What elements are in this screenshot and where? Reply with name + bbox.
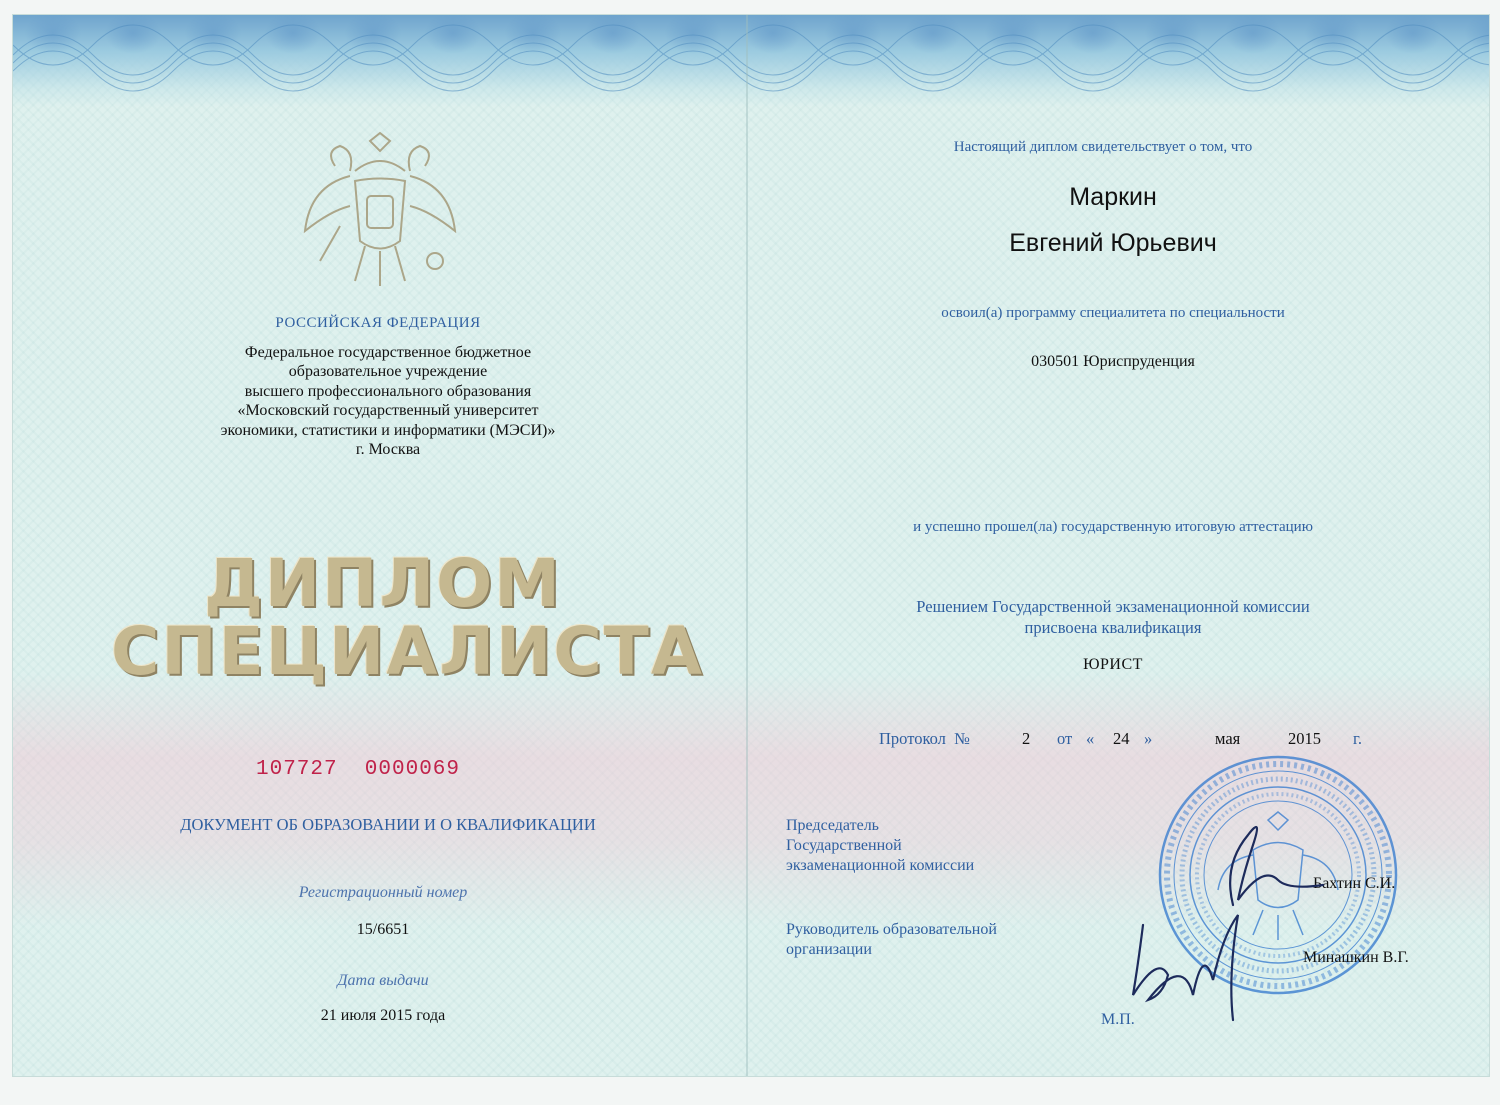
rector-title	[786, 920, 1086, 960]
registration-number: 15/6651	[356, 921, 410, 938]
commission-decision	[833, 596, 1393, 638]
certifies-text: Настоящий диплом свидетельствует о том, что	[953, 139, 1253, 155]
attestation-text: и успешно прошел(ла) государственную итоговую аттестацию	[913, 519, 1313, 535]
chairman-title-line: Председатель	[786, 817, 879, 834]
decision-line: Решением Государственной экзаменационной комиссии	[916, 597, 1310, 616]
rector-signature	[1113, 895, 1273, 1025]
institution-block	[153, 343, 623, 459]
registration-label: Регистрационный номер	[298, 884, 468, 901]
protocol-month: мая	[1215, 729, 1241, 748]
rector-title-line: организации	[786, 941, 872, 958]
decision-line: присвоена квалификация	[1024, 618, 1202, 637]
stamp-place-mark: М.П.	[1101, 1011, 1135, 1028]
diploma-document	[12, 14, 1490, 1077]
rector-name: Минашкин В.Г.	[1303, 949, 1409, 966]
chairman-title-line: экзаменационной комиссии	[786, 857, 975, 874]
protocol-label: Протокол №	[879, 729, 970, 748]
rector-title-line: Руководитель образовательной	[786, 921, 997, 938]
qualification: ЮРИСТ	[1083, 656, 1143, 673]
year-suffix: г.	[1353, 729, 1363, 748]
graduate-given-names: Евгений Юрьевич	[1009, 229, 1217, 257]
document-type: ДОКУМЕНТ ОБ ОБРАЗОВАНИИ И О КВАЛИФИКАЦИИ	[180, 815, 596, 834]
quote-close: »	[1144, 729, 1153, 748]
protocol-number: 2	[1022, 729, 1031, 748]
double-headed-eagle-emblem	[295, 131, 465, 291]
diploma-subtitle: СПЕЦИАЛИСТА	[111, 613, 704, 690]
protocol-year: 2015	[1288, 729, 1321, 748]
institution-line: высшего профессионального образования	[244, 382, 532, 400]
protocol-day: 24	[1113, 729, 1130, 748]
page-fold	[746, 15, 748, 1076]
program-text: освоил(а) программу специалитета по специальности	[941, 305, 1285, 321]
institution-city: г. Москва	[355, 441, 421, 459]
ornamental-border	[13, 15, 1489, 107]
institution-line: «Московский государственный университет	[237, 402, 539, 420]
chairman-title	[786, 816, 1086, 876]
specialty: 030501 Юриспруденция	[1031, 353, 1195, 370]
diploma-title: ДИПЛОМ	[204, 545, 562, 622]
guilloche-pattern	[13, 15, 1489, 107]
institution-line: образовательное учреждение	[288, 363, 488, 381]
graduate-surname: Маркин	[1069, 183, 1157, 211]
institution-line: экономики, статистики и информатики (МЭСИ)»	[220, 421, 556, 439]
institution-line: Федеральное государственное бюджетное	[244, 344, 532, 361]
chairman-name: Бахтин С.И.	[1313, 875, 1396, 892]
protocol-from: от	[1057, 729, 1073, 748]
issue-date: 21 июля 2015 года	[320, 1007, 446, 1024]
chairman-title-line: Государственной	[786, 837, 902, 854]
issue-date-label: Дата выдачи	[337, 972, 429, 989]
country-name: РОССИЙСКАЯ ФЕДЕРАЦИЯ	[275, 315, 481, 331]
diploma-serial-number: 107727 0000069	[255, 758, 461, 781]
quote-open: «	[1086, 729, 1095, 748]
